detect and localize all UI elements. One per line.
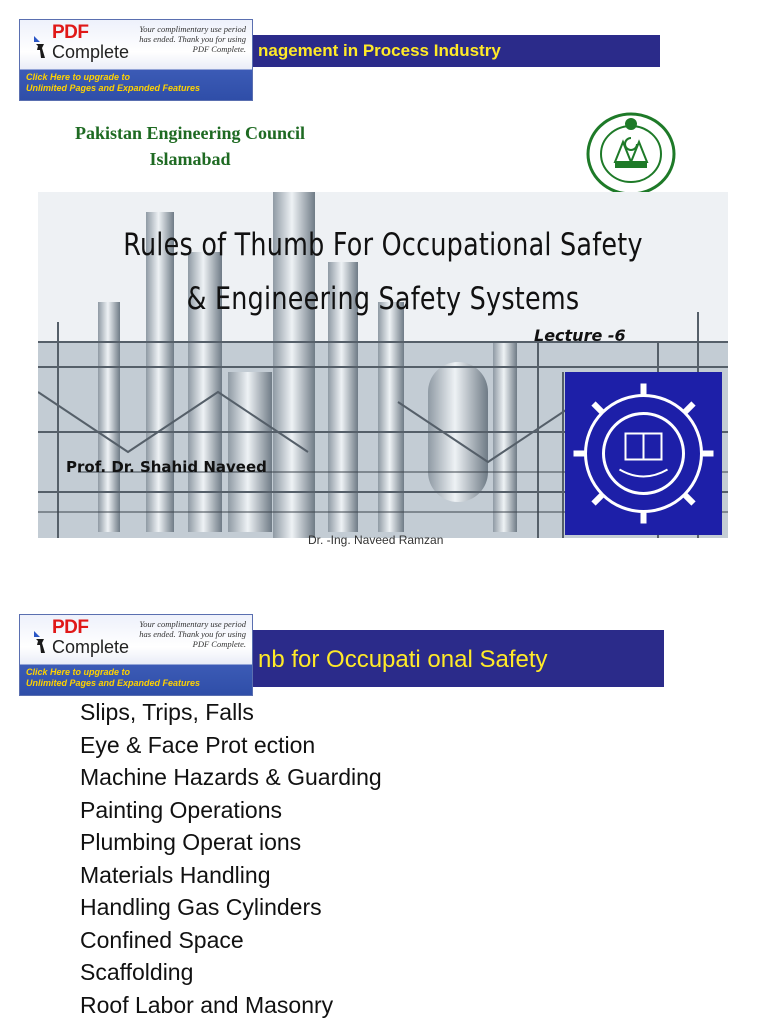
list-item: Slips, Trips, Falls	[80, 699, 254, 725]
list-item: Scaffolding	[80, 959, 194, 985]
pdf-complete-badge-2[interactable]	[19, 614, 253, 696]
upgrade-link[interactable]	[26, 667, 200, 689]
pec-seal-icon	[585, 112, 677, 196]
list-item: Confined Space	[80, 926, 244, 953]
pen-star-icon	[30, 34, 50, 62]
slide1-header-bar	[252, 35, 660, 67]
slide1-header-text: nagement in Process Industry	[258, 41, 501, 60]
upgrade-link-line1: Click Here to upgrade to	[26, 667, 131, 677]
list-item: Handling Gas Cylinders	[80, 894, 322, 920]
safety-topics-list	[80, 696, 382, 1021]
upgrade-link-line1: Click Here to upgrade to	[26, 72, 131, 82]
pdf-logo-text: PDF	[52, 617, 89, 638]
upgrade-link-line2: Unlimited Pages and Expanded Features	[26, 678, 201, 688]
uet-gear-seal-icon	[565, 372, 722, 535]
badge-note: Your complimentary use period has ended. Thank you for using PDF Complete.	[139, 619, 246, 649]
upgrade-link-line2: Unlimited Pages and Expanded Features	[26, 83, 201, 93]
uet-logo	[565, 372, 722, 535]
slide1-footer: Dr. -Ing. Naveed Ramzan	[308, 533, 444, 547]
pdf-logo-text: PDF	[52, 22, 89, 43]
upgrade-link[interactable]	[26, 72, 200, 94]
list-item: Materials Handling	[80, 861, 271, 888]
council-line1: Pakistan Engineering Council	[74, 123, 306, 143]
list-item: Roof Labor and Masonry	[80, 991, 334, 1018]
pdf-complete-badge[interactable]	[19, 19, 253, 101]
complete-logo-text: Complete	[52, 42, 130, 62]
council-name	[40, 120, 340, 172]
slide2-header-text: nb for Occupati onal Safety	[258, 646, 548, 673]
badge-note: Your complimentary use period has ended. Thank you for using PDF Complete.	[139, 24, 246, 54]
council-line2: Islamabad	[149, 149, 231, 169]
slide1-title	[100, 218, 666, 326]
pen-star-icon	[30, 629, 50, 657]
slide1-title-line1: Rules of Thumb For Occupational Safety	[123, 227, 643, 263]
author-name: Prof. Dr. Shahid Naveed	[66, 458, 267, 476]
list-item: Painting Operations	[80, 796, 283, 823]
list-item: Eye & Face Prot ection	[80, 731, 316, 758]
list-item: Machine Hazards & Guarding	[80, 764, 382, 790]
complete-logo-text: Complete	[52, 637, 130, 657]
slide1-title-line2: & Engineering Safety Systems	[186, 281, 580, 317]
lecture-number: Lecture -6	[534, 326, 626, 345]
list-item: Plumbing Operat ions	[80, 829, 302, 855]
slide2-header-bar	[252, 630, 664, 687]
